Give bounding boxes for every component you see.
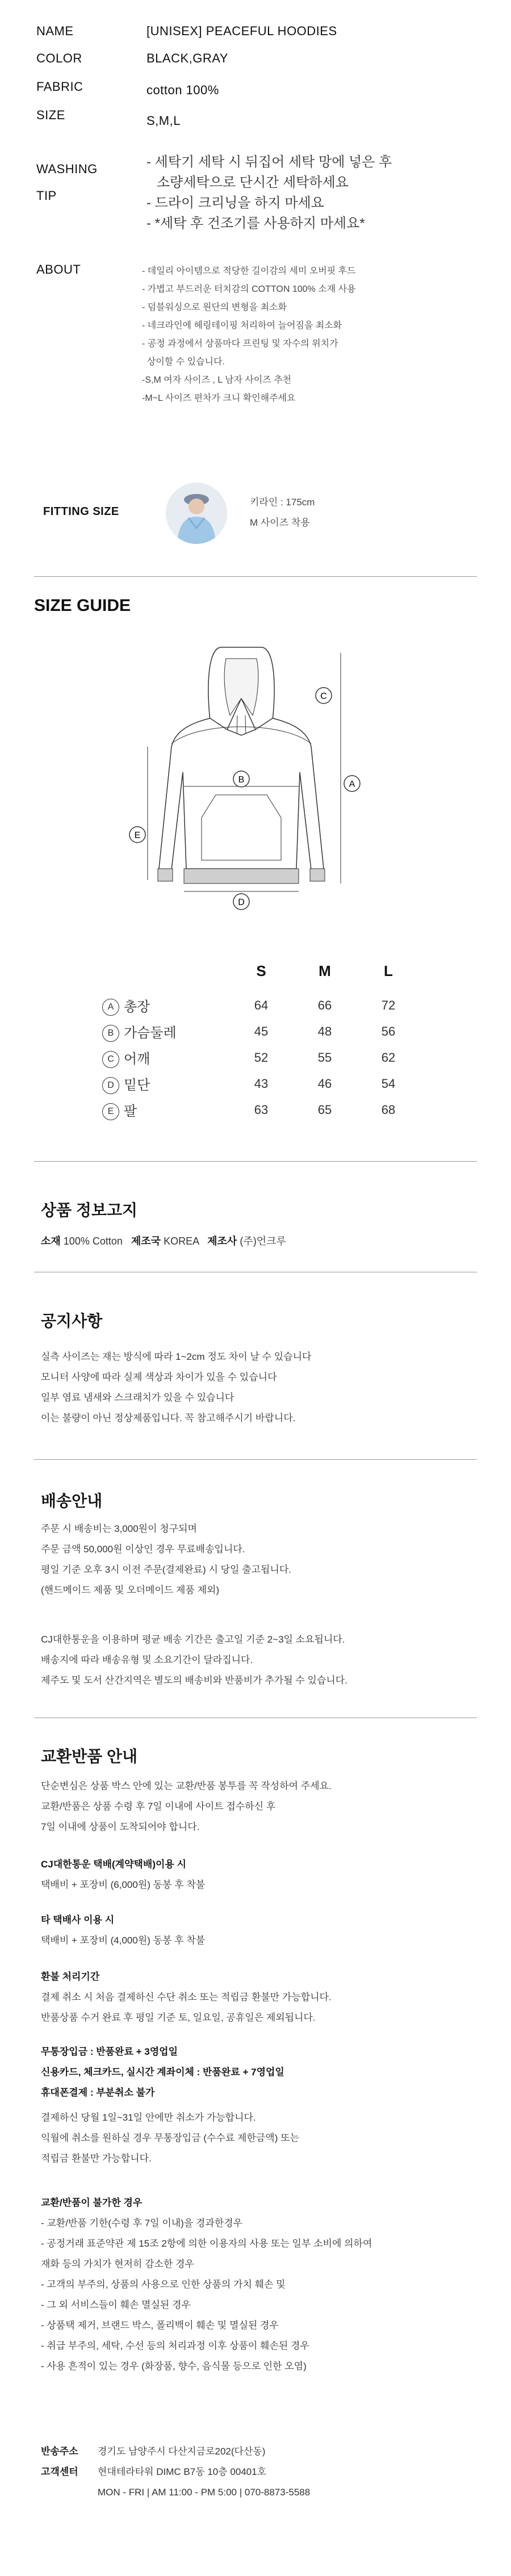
fitting-label: FITTING SIZE bbox=[43, 505, 119, 518]
impossible-line: - 사용 흔적이 있는 경우 (화장품, 향수, 음식물 등으로 인한 오염) bbox=[41, 2361, 307, 2372]
shipping-line: (핸드메이드 제품 및 오더메이드 제품 제외) bbox=[41, 1585, 220, 1595]
impossible-line: - 상품택 제거, 브랜드 박스, 폴리백이 훼손 및 멸실된 경우 bbox=[41, 2320, 279, 2331]
exchange-cj bbox=[41, 1854, 205, 1895]
other-fee: 택배비 + 포장비 (4,000원) 동봉 후 착불 bbox=[41, 1935, 206, 1946]
fitting-size: M 사이즈 착용 bbox=[250, 517, 310, 528]
phone-return: 휴대폰결제 : 부분취소 불가 bbox=[41, 2087, 155, 2098]
color-label: COLOR bbox=[36, 51, 82, 65]
model-avatar bbox=[166, 483, 227, 544]
notice-list bbox=[41, 1347, 311, 1429]
washing-line: 소량세탁으로 단시간 세탁하세요 bbox=[157, 175, 349, 190]
washing-label-1: WASHING bbox=[36, 162, 98, 176]
size-guide-title: SIZE GUIDE bbox=[34, 596, 131, 615]
shipping-line: 배송지에 따라 배송유형 및 소요기간이 달라집니다. bbox=[41, 1654, 253, 1665]
shipping-line: 평일 기준 오후 3시 이전 주문(결제완료) 시 당일 출고됩니다. bbox=[41, 1564, 291, 1575]
washing-line: - *세탁 후 건조기를 사용하지 마세요* bbox=[146, 216, 365, 231]
shipping-list-a bbox=[41, 1519, 291, 1601]
impossible-line: - 교환/반품 기한(수령 후 7일 이내)을 경과한경우 bbox=[41, 2218, 243, 2229]
about-line: 상이할 수 있습니다. bbox=[142, 357, 225, 367]
cell: 56 bbox=[381, 1024, 396, 1038]
notice-line: 실측 사이즈는 재는 방식에 따라 1~2cm 정도 차이 날 수 있습니다 bbox=[41, 1351, 312, 1362]
divider bbox=[34, 1459, 477, 1460]
center-value: 현대테라타워 DIMC B7동 10층 00401호 bbox=[98, 2466, 267, 2477]
exchange-other bbox=[41, 1910, 205, 1951]
row-mark: C bbox=[102, 1051, 119, 1068]
marker-a bbox=[344, 776, 360, 791]
washing-line: - 드라이 크리닝을 하지 마세요 bbox=[146, 195, 324, 211]
row-label: 가슴둘레 bbox=[124, 1025, 177, 1041]
size-value: S,M,L bbox=[146, 114, 181, 128]
product-notice-line bbox=[41, 1231, 286, 1251]
refund-title: 환불 처리기간 bbox=[41, 1971, 100, 1982]
cell: 68 bbox=[381, 1103, 396, 1117]
material-label: 소재 bbox=[41, 1235, 61, 1247]
about-line: - 네크라인에 헤링테이핑 처리하여 늘어짐을 최소화 bbox=[142, 321, 342, 330]
size-header-s: S bbox=[256, 962, 266, 979]
about-line: -M~L 사이즈 편차가 크니 확인해주세요 bbox=[142, 393, 296, 403]
about-line: -S,M 여자 사이즈 , L 남자 사이즈 추천 bbox=[142, 375, 292, 385]
size-header-l: L bbox=[384, 962, 393, 979]
size-table bbox=[102, 992, 454, 1123]
cell: 65 bbox=[317, 1103, 332, 1117]
notice-line: 일부 염료 냄새와 스크래치가 있을 수 있습니다 bbox=[41, 1392, 234, 1403]
phone-line: 적립금 환불만 가능합니다. bbox=[41, 2153, 152, 2164]
color-value: BLACK,GRAY bbox=[146, 51, 228, 65]
marker-e bbox=[129, 827, 145, 843]
row-label: 밑단 bbox=[124, 1077, 150, 1093]
cell: 55 bbox=[317, 1050, 332, 1065]
shipping-line: 주문 금액 50,000원 이상인 경우 무료배송입니다. bbox=[41, 1544, 245, 1555]
row-label: 총장 bbox=[124, 999, 150, 1015]
hoodie-diagram bbox=[125, 630, 392, 925]
card-return: 신용카드, 체크카드, 실시간 계좌이체 : 반품완료 + 7영업일 bbox=[41, 2067, 284, 2077]
cell: 46 bbox=[317, 1077, 332, 1091]
shipping-line: CJ대한통운을 이용하며 평균 배송 기간은 출고일 기준 2~3일 소요됩니다. bbox=[41, 1634, 345, 1645]
svg-text:E: E bbox=[134, 831, 141, 840]
shipping-line: 제주도 및 도서 산간지역은 별도의 배송비와 반품비가 추가될 수 있습니다. bbox=[41, 1675, 347, 1686]
phone-line: 결제하신 당월 1일~31일 안에만 취소가 가능합니다. bbox=[41, 2112, 256, 2123]
bank-return: 무통장입금 : 반품완료 + 3영업일 bbox=[41, 2046, 178, 2057]
origin-label: 제조국 bbox=[131, 1235, 161, 1247]
refund-line: 반품상품 수거 완료 후 평일 기준 토, 일요일, 공휴일은 제외됩니다. bbox=[41, 2012, 316, 2023]
impossible-line: - 공정거래 표준약관 제 15조 2항에 의한 이용자의 사용 또는 일부 소비에 의하여 bbox=[41, 2238, 372, 2249]
washing-line: - 세탁기 세탁 시 뒤집어 세탁 망에 넣은 후 bbox=[146, 154, 392, 170]
exchange-impossible bbox=[41, 2193, 372, 2377]
maker-value: (주)언크루 bbox=[240, 1235, 286, 1247]
impossible-line: - 취급 부주의, 세탁, 수선 등의 처리과정 이후 상품이 훼손된 경우 bbox=[41, 2340, 309, 2351]
shipping-line: 주문 시 배송비는 3,000원이 청구되며 bbox=[41, 1523, 197, 1534]
impossible-line: - 고객의 부주의, 상품의 사용으로 인한 상품의 가치 훼손 및 bbox=[41, 2279, 286, 2290]
row-label: 어깨 bbox=[124, 1051, 150, 1067]
shipping-list-b bbox=[41, 1630, 347, 1691]
shipping-title: 배송안내 bbox=[41, 1492, 103, 1510]
notice-line: 이는 불량이 아닌 정상제품입니다. 꼭 참고해주시기 바랍니다. bbox=[41, 1413, 296, 1423]
exchange-intro bbox=[41, 1776, 332, 1837]
svg-text:B: B bbox=[238, 775, 245, 785]
origin-value: KOREA bbox=[164, 1235, 199, 1247]
fabric-label: FABRIC bbox=[36, 79, 83, 94]
cell: 64 bbox=[254, 998, 269, 1012]
row-mark: D bbox=[102, 1077, 119, 1094]
about-label: ABOUT bbox=[36, 262, 81, 277]
name-label: NAME bbox=[36, 24, 74, 38]
cj-fee: 택배비 + 포장비 (6,000원) 동봉 후 착불 bbox=[41, 1879, 206, 1890]
impossible-line: - 그 외 서비스들이 훼손 멸실된 경우 bbox=[41, 2299, 191, 2310]
notice-title: 공지사항 bbox=[41, 1312, 103, 1330]
about-line: - 공정 과정에서 상품마다 프린팅 및 자수의 위치가 bbox=[142, 339, 338, 349]
row-mark: E bbox=[102, 1103, 119, 1120]
exchange-address bbox=[41, 2441, 310, 2503]
name-value: [UNISEX] PEACEFUL HOODIES bbox=[146, 24, 337, 38]
about-line: - 덤블워싱으로 원단의 변형을 최소화 bbox=[142, 303, 287, 312]
marker-d bbox=[233, 894, 249, 910]
exchange-line: 단순변심은 상품 박스 안에 있는 교환/반품 봉투를 꼭 작성하여 주세요. bbox=[41, 1781, 332, 1791]
table-row bbox=[102, 1097, 454, 1123]
cell: 45 bbox=[254, 1024, 269, 1038]
refund-line: 결제 취소 시 처음 결제하신 수단 취소 또는 적립금 환불만 가능합니다. bbox=[41, 1992, 332, 2003]
table-row bbox=[102, 1045, 454, 1071]
divider bbox=[34, 1161, 477, 1162]
svg-text:D: D bbox=[238, 898, 245, 907]
cell: 62 bbox=[381, 1050, 396, 1065]
cell: 54 bbox=[381, 1077, 396, 1091]
exchange-refund bbox=[41, 1967, 332, 2028]
notice-line: 모니터 사양에 따라 실제 색상과 차이가 있을 수 있습니다 bbox=[41, 1372, 277, 1383]
svg-text:C: C bbox=[320, 692, 327, 701]
table-row bbox=[102, 992, 454, 1019]
row-mark: A bbox=[102, 999, 119, 1016]
size-label: SIZE bbox=[36, 108, 65, 122]
table-row bbox=[102, 1071, 454, 1097]
material-value: 100% Cotton bbox=[63, 1235, 123, 1247]
cell: 48 bbox=[317, 1024, 332, 1038]
cell: 52 bbox=[254, 1050, 269, 1065]
product-notice-title: 상품 정보고지 bbox=[41, 1201, 138, 1219]
about-list bbox=[142, 262, 355, 408]
center-hours: MON - FRI | AM 11:00 - PM 5:00 | 070-8873-5588 bbox=[98, 2487, 311, 2498]
address-label: 반송주소 bbox=[41, 2446, 78, 2457]
fabric-value: cotton 100% bbox=[146, 83, 219, 97]
washing-tips bbox=[146, 152, 392, 234]
size-table-header bbox=[238, 962, 411, 980]
impossible-line: 재화 등의 가치가 현저히 감소한 경우 bbox=[41, 2259, 194, 2269]
maker-label: 제조사 bbox=[207, 1235, 237, 1247]
cell: 63 bbox=[254, 1103, 269, 1117]
divider bbox=[34, 576, 477, 577]
washing-label-2: TIP bbox=[36, 189, 57, 203]
table-row bbox=[102, 1019, 454, 1045]
model-photo-icon bbox=[166, 483, 227, 544]
marker-c bbox=[316, 688, 332, 703]
phone-line: 익월에 취소를 원하실 경우 무통장입금 (수수료 제한금액) 또는 bbox=[41, 2133, 299, 2143]
row-mark: B bbox=[102, 1025, 119, 1042]
exchange-line: 교환/반품은 상품 수령 후 7일 이내에 사이트 접수하신 후 bbox=[41, 1801, 276, 1812]
about-line: - 가볍고 부드러운 터치감의 COTTON 100% 소재 사용 bbox=[142, 284, 356, 294]
impossible-title: 교환/반품이 불가한 경우 bbox=[41, 2197, 143, 2208]
marker-b bbox=[233, 771, 249, 787]
about-line: - 데일리 아이템으로 적당한 길이감의 세미 오버핏 후드 bbox=[142, 266, 356, 276]
exchange-line: 7일 이내에 상품이 도착되어야 합니다. bbox=[41, 1821, 200, 1832]
cell: 43 bbox=[254, 1077, 269, 1091]
size-header-m: M bbox=[319, 962, 331, 979]
row-label: 팔 bbox=[124, 1103, 137, 1119]
center-label: 고객센터 bbox=[41, 2466, 78, 2477]
exchange-phone-lines bbox=[41, 2108, 299, 2169]
address-value: 경기도 남양주시 다산지금로202(다산동) bbox=[98, 2446, 266, 2457]
cell: 72 bbox=[381, 998, 396, 1012]
fitting-height: 키라인 : 175cm bbox=[250, 497, 315, 508]
exchange-methods bbox=[41, 2042, 284, 2103]
exchange-title: 교환반품 안내 bbox=[41, 1748, 138, 1765]
svg-text:A: A bbox=[349, 780, 355, 789]
cell: 66 bbox=[317, 998, 332, 1012]
other-title: 타 택배사 이용 시 bbox=[41, 1915, 115, 1925]
cj-title: CJ대한통운 택배(계약택배)이용 시 bbox=[41, 1859, 186, 1870]
